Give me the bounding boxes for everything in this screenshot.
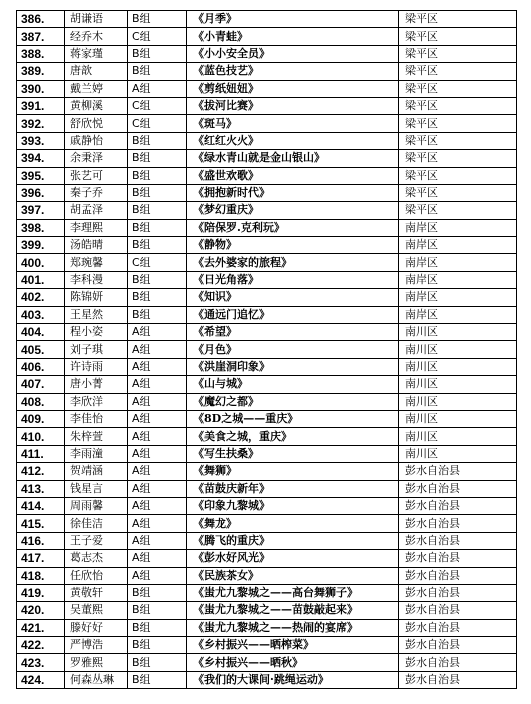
age-group-cell: A组	[128, 324, 187, 341]
artwork-title-cell: 《舞龙》	[187, 515, 399, 532]
artwork-title-cell: 《美食之城，重庆》	[187, 428, 399, 445]
artwork-title-cell: 《通远门追忆》	[187, 306, 399, 323]
student-name-cell: 王星然	[65, 306, 128, 323]
entry-number-cell: 397.	[17, 202, 65, 219]
student-name-cell: 郑琬馨	[65, 254, 128, 271]
entry-number-cell: 408.	[17, 393, 65, 410]
student-name-cell: 刘子琪	[65, 341, 128, 358]
age-group-cell: A组	[128, 358, 187, 375]
entry-number-cell: 401.	[17, 271, 65, 288]
table-row	[17, 237, 517, 254]
district-cell: 南岸区	[399, 289, 517, 306]
artwork-title-cell: 《绿水青山就是金山银山》	[187, 150, 399, 167]
table-row	[17, 219, 517, 236]
age-group-cell: A组	[128, 550, 187, 567]
district-cell: 南川区	[399, 428, 517, 445]
entry-number-cell: 423.	[17, 654, 65, 671]
artwork-title-cell: 《月季》	[187, 11, 399, 28]
student-name-cell: 钱星言	[65, 480, 128, 497]
entry-number-cell: 403.	[17, 306, 65, 323]
age-group-cell: C组	[128, 28, 187, 45]
table-row	[17, 376, 517, 393]
table-row	[17, 358, 517, 375]
table-row	[17, 463, 517, 480]
district-cell: 南岸区	[399, 237, 517, 254]
district-cell: 彭水自治县	[399, 463, 517, 480]
entry-number-cell: 386.	[17, 11, 65, 28]
artwork-title-cell: 《民族茶女》	[187, 567, 399, 584]
district-cell: 彭水自治县	[399, 480, 517, 497]
district-cell: 梁平区	[399, 28, 517, 45]
table-row	[17, 341, 517, 358]
entry-number-cell: 420.	[17, 602, 65, 619]
student-name-cell: 李雨潼	[65, 445, 128, 462]
student-name-cell: 蒋家瑾	[65, 45, 128, 62]
district-cell: 彭水自治县	[399, 584, 517, 601]
table-row	[17, 671, 517, 688]
entry-number-cell: 424.	[17, 671, 65, 688]
district-cell: 南川区	[399, 376, 517, 393]
district-cell: 梁平区	[399, 202, 517, 219]
district-cell: 南岸区	[399, 306, 517, 323]
table-row	[17, 202, 517, 219]
district-cell: 南岸区	[399, 219, 517, 236]
age-group-cell: B组	[128, 11, 187, 28]
student-name-cell: 贺靖涵	[65, 463, 128, 480]
table-row	[17, 602, 517, 619]
artwork-title-cell: 《红红火火》	[187, 132, 399, 149]
district-cell: 彭水自治县	[399, 654, 517, 671]
age-group-cell: B组	[128, 202, 187, 219]
artwork-title-cell: 《山与城》	[187, 376, 399, 393]
artwork-title-cell: 《小小安全员》	[187, 45, 399, 62]
artwork-title-cell: 《写生扶桑》	[187, 445, 399, 462]
entry-number-cell: 406.	[17, 358, 65, 375]
student-name-cell: 周雨馨	[65, 497, 128, 514]
student-name-cell: 黄敬轩	[65, 584, 128, 601]
student-name-cell: 李佳怡	[65, 410, 128, 427]
age-group-cell: B组	[128, 237, 187, 254]
table-row	[17, 410, 517, 427]
entry-number-cell: 410.	[17, 428, 65, 445]
district-cell: 南川区	[399, 358, 517, 375]
artwork-title-cell: 《彭水好风光》	[187, 550, 399, 567]
district-cell: 梁平区	[399, 63, 517, 80]
student-name-cell: 胡谦语	[65, 11, 128, 28]
entries-table-body	[17, 11, 517, 689]
artwork-title-cell: 《乡村振兴——晒秋》	[187, 654, 399, 671]
table-row	[17, 80, 517, 97]
district-cell: 南川区	[399, 445, 517, 462]
district-cell: 梁平区	[399, 167, 517, 184]
entry-number-cell: 414.	[17, 497, 65, 514]
entry-number-cell: 389.	[17, 63, 65, 80]
district-cell: 梁平区	[399, 80, 517, 97]
student-name-cell: 余秉泽	[65, 150, 128, 167]
age-group-cell: B组	[128, 671, 187, 688]
artwork-title-cell: 《梦幻重庆》	[187, 202, 399, 219]
student-name-cell: 李欣洋	[65, 393, 128, 410]
age-group-cell: B组	[128, 150, 187, 167]
age-group-cell: B组	[128, 584, 187, 601]
entry-number-cell: 391.	[17, 97, 65, 114]
entry-number-cell: 415.	[17, 515, 65, 532]
entries-table	[16, 10, 517, 689]
age-group-cell: B组	[128, 132, 187, 149]
table-row	[17, 532, 517, 549]
table-row	[17, 289, 517, 306]
age-group-cell: A组	[128, 80, 187, 97]
district-cell: 彭水自治县	[399, 602, 517, 619]
district-cell: 彭水自治县	[399, 567, 517, 584]
district-cell: 彭水自治县	[399, 619, 517, 636]
artwork-title-cell: 《月色》	[187, 341, 399, 358]
artwork-title-cell: 《蓝色技艺》	[187, 63, 399, 80]
entry-number-cell: 396.	[17, 184, 65, 201]
student-name-cell: 张艺可	[65, 167, 128, 184]
table-row	[17, 97, 517, 114]
entry-number-cell: 407.	[17, 376, 65, 393]
age-group-cell: A组	[128, 393, 187, 410]
student-name-cell: 王子爱	[65, 532, 128, 549]
district-cell: 彭水自治县	[399, 550, 517, 567]
student-name-cell: 朱梓萱	[65, 428, 128, 445]
table-row	[17, 28, 517, 45]
entry-number-cell: 404.	[17, 324, 65, 341]
artwork-title-cell: 《蚩尤九黎城之——高台舞狮子》	[187, 584, 399, 601]
artwork-title-cell: 《知识》	[187, 289, 399, 306]
student-name-cell: 李理熙	[65, 219, 128, 236]
student-name-cell: 任欣怡	[65, 567, 128, 584]
district-cell: 梁平区	[399, 132, 517, 149]
table-row	[17, 637, 517, 654]
artwork-title-cell: 《剪纸妞妞》	[187, 80, 399, 97]
table-row	[17, 480, 517, 497]
age-group-cell: B组	[128, 63, 187, 80]
artwork-title-cell: 《拥抱新时代》	[187, 184, 399, 201]
artwork-title-cell: 《8D之城——重庆》	[187, 410, 399, 427]
table-row	[17, 445, 517, 462]
student-name-cell: 徐佳洁	[65, 515, 128, 532]
age-group-cell: A组	[128, 445, 187, 462]
entry-number-cell: 388.	[17, 45, 65, 62]
district-cell: 彭水自治县	[399, 515, 517, 532]
district-cell: 梁平区	[399, 97, 517, 114]
table-row	[17, 654, 517, 671]
student-name-cell: 唐歆	[65, 63, 128, 80]
student-name-cell: 葛志杰	[65, 550, 128, 567]
student-name-cell: 许诗雨	[65, 358, 128, 375]
district-cell: 南川区	[399, 410, 517, 427]
entry-number-cell: 411.	[17, 445, 65, 462]
age-group-cell: C组	[128, 97, 187, 114]
artwork-title-cell: 《小青蛙》	[187, 28, 399, 45]
district-cell: 南川区	[399, 393, 517, 410]
age-group-cell: B组	[128, 289, 187, 306]
artwork-title-cell: 《腾飞的重庆》	[187, 532, 399, 549]
artwork-title-cell: 《静物》	[187, 237, 399, 254]
age-group-cell: B组	[128, 602, 187, 619]
table-row	[17, 550, 517, 567]
entry-number-cell: 419.	[17, 584, 65, 601]
age-group-cell: A组	[128, 515, 187, 532]
artwork-title-cell: 《拔河比赛》	[187, 97, 399, 114]
age-group-cell: A组	[128, 410, 187, 427]
district-cell: 梁平区	[399, 150, 517, 167]
student-name-cell: 舒欣悦	[65, 115, 128, 132]
artwork-title-cell: 《去外婆家的旅程》	[187, 254, 399, 271]
district-cell: 梁平区	[399, 11, 517, 28]
table-row	[17, 393, 517, 410]
table-row	[17, 619, 517, 636]
table-row	[17, 63, 517, 80]
student-name-cell: 胡孟泽	[65, 202, 128, 219]
artwork-title-cell: 《洪崖洞印象》	[187, 358, 399, 375]
age-group-cell: A组	[128, 341, 187, 358]
entry-number-cell: 395.	[17, 167, 65, 184]
entry-number-cell: 405.	[17, 341, 65, 358]
entry-number-cell: 409.	[17, 410, 65, 427]
student-name-cell: 秦子乔	[65, 184, 128, 201]
age-group-cell: A组	[128, 497, 187, 514]
student-name-cell: 黄柳溪	[65, 97, 128, 114]
entry-number-cell: 413.	[17, 480, 65, 497]
district-cell: 南岸区	[399, 271, 517, 288]
age-group-cell: B组	[128, 306, 187, 323]
student-name-cell: 何森丛琳	[65, 671, 128, 688]
student-name-cell: 严博浩	[65, 637, 128, 654]
student-name-cell: 唐小菁	[65, 376, 128, 393]
student-name-cell: 李科漫	[65, 271, 128, 288]
age-group-cell: B组	[128, 219, 187, 236]
age-group-cell: A组	[128, 428, 187, 445]
table-row	[17, 497, 517, 514]
district-cell: 彭水自治县	[399, 497, 517, 514]
student-name-cell: 戚静怡	[65, 132, 128, 149]
artwork-title-cell: 《斑马》	[187, 115, 399, 132]
artwork-title-cell: 《蚩尤九黎城之——苗鼓敲起来》	[187, 602, 399, 619]
artwork-title-cell: 《盛世欢歌》	[187, 167, 399, 184]
student-name-cell: 陈锦妍	[65, 289, 128, 306]
student-name-cell: 滕好好	[65, 619, 128, 636]
table-row	[17, 184, 517, 201]
student-name-cell: 戴兰婷	[65, 80, 128, 97]
student-name-cell: 罗雅熙	[65, 654, 128, 671]
artwork-title-cell: 《魔幻之都》	[187, 393, 399, 410]
age-group-cell: B组	[128, 654, 187, 671]
entry-number-cell: 418.	[17, 567, 65, 584]
entry-number-cell: 421.	[17, 619, 65, 636]
entry-number-cell: 402.	[17, 289, 65, 306]
age-group-cell: A组	[128, 532, 187, 549]
entry-number-cell: 392.	[17, 115, 65, 132]
district-cell: 彭水自治县	[399, 532, 517, 549]
artwork-title-cell: 《日光角落》	[187, 271, 399, 288]
artwork-title-cell: 《陪保罗.克利玩》	[187, 219, 399, 236]
artwork-title-cell: 《蚩尤九黎城之——热闹的宴席》	[187, 619, 399, 636]
table-row	[17, 324, 517, 341]
age-group-cell: A组	[128, 376, 187, 393]
district-cell: 南川区	[399, 341, 517, 358]
entries-sheet	[16, 10, 517, 689]
entry-number-cell: 400.	[17, 254, 65, 271]
age-group-cell: B组	[128, 167, 187, 184]
table-row	[17, 515, 517, 532]
artwork-title-cell: 《希望》	[187, 324, 399, 341]
table-row	[17, 150, 517, 167]
entry-number-cell: 399.	[17, 237, 65, 254]
student-name-cell: 程小姿	[65, 324, 128, 341]
district-cell: 梁平区	[399, 184, 517, 201]
district-cell: 南川区	[399, 324, 517, 341]
entry-number-cell: 394.	[17, 150, 65, 167]
district-cell: 南岸区	[399, 254, 517, 271]
table-row	[17, 584, 517, 601]
entry-number-cell: 393.	[17, 132, 65, 149]
age-group-cell: A组	[128, 567, 187, 584]
artwork-title-cell: 《我们的大课间·跳绳运动》	[187, 671, 399, 688]
artwork-title-cell: 《印象九黎城》	[187, 497, 399, 514]
age-group-cell: B组	[128, 271, 187, 288]
age-group-cell: B组	[128, 184, 187, 201]
age-group-cell: B组	[128, 619, 187, 636]
age-group-cell: C组	[128, 254, 187, 271]
age-group-cell: B组	[128, 637, 187, 654]
table-row	[17, 167, 517, 184]
entry-number-cell: 417.	[17, 550, 65, 567]
entry-number-cell: 412.	[17, 463, 65, 480]
entry-number-cell: 422.	[17, 637, 65, 654]
age-group-cell: A组	[128, 463, 187, 480]
artwork-title-cell: 《舞狮》	[187, 463, 399, 480]
artwork-title-cell: 《苗鼓庆新年》	[187, 480, 399, 497]
table-row	[17, 45, 517, 62]
artwork-title-cell: 《乡村振兴——晒榨菜》	[187, 637, 399, 654]
entry-number-cell: 390.	[17, 80, 65, 97]
district-cell: 梁平区	[399, 45, 517, 62]
district-cell: 彭水自治县	[399, 637, 517, 654]
student-name-cell: 经乔木	[65, 28, 128, 45]
table-row	[17, 306, 517, 323]
table-row	[17, 567, 517, 584]
entry-number-cell: 416.	[17, 532, 65, 549]
table-row	[17, 428, 517, 445]
entry-number-cell: 398.	[17, 219, 65, 236]
table-row	[17, 115, 517, 132]
table-row	[17, 254, 517, 271]
entry-number-cell: 387.	[17, 28, 65, 45]
student-name-cell: 吴董熙	[65, 602, 128, 619]
table-row	[17, 11, 517, 28]
table-row	[17, 271, 517, 288]
age-group-cell: A组	[128, 480, 187, 497]
age-group-cell: C组	[128, 115, 187, 132]
district-cell: 梁平区	[399, 115, 517, 132]
district-cell: 彭水自治县	[399, 671, 517, 688]
table-row	[17, 132, 517, 149]
age-group-cell: B组	[128, 45, 187, 62]
student-name-cell: 汤皓晴	[65, 237, 128, 254]
